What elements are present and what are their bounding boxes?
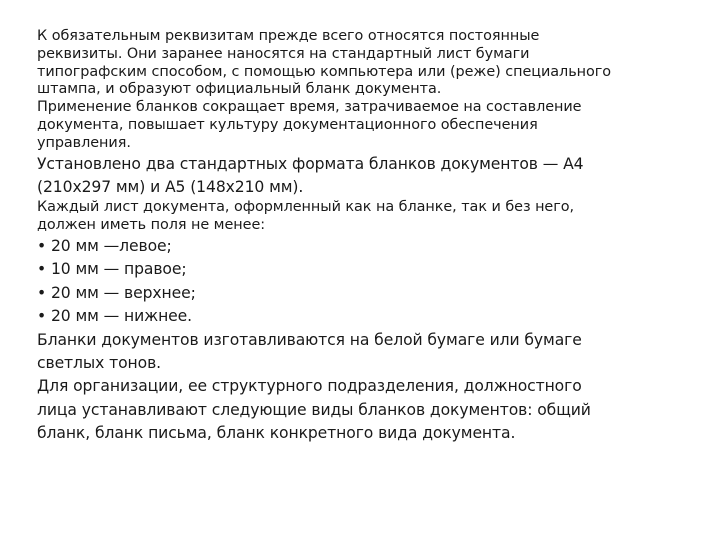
document-text	[37, 28, 697, 446]
paragraph-margins-list	[37, 235, 697, 446]
text-line: реквизиты. Они заранее наносятся на стандартный лист бумаги	[37, 45, 530, 62]
text-line: (210х297 мм) и А5 (148х210 мм).	[37, 177, 304, 196]
text-line: бланк, бланк письма, бланк конкретного вида документа.	[37, 424, 516, 443]
text-line: Бланки документов изготавливаются на белой бумаге или бумаге	[37, 330, 582, 349]
text-line: Для организации, ее структурного подразделения, должностного	[37, 377, 582, 396]
bullet-bottom-margin: • 20 мм — нижнее.	[37, 307, 193, 326]
text-line: должен иметь поля не менее:	[37, 217, 266, 234]
text-line: типографским способом, с помощью компьютера или (реже) специального	[37, 63, 612, 80]
text-line: светлых тонов.	[37, 354, 162, 373]
paragraph-formats	[37, 153, 697, 200]
text-line: Установлено два стандартных формата бланков документов — А4	[37, 154, 584, 173]
paragraph-margins-intro	[37, 199, 697, 235]
text-line: К обязательным реквизитам прежде всего относятся постоянные	[37, 28, 540, 44]
text-line: Применение бланков сокращает время, затрачиваемое на составление	[37, 99, 582, 116]
text-line: лица устанавливают следующие виды бланков документов: общий	[37, 400, 591, 419]
text-line: документа, повышает культуру документационного обеспечения	[37, 116, 538, 133]
bullet-top-margin: • 20 мм — верхнее;	[37, 283, 196, 302]
bullet-left-margin: • 20 мм —левое;	[37, 236, 172, 255]
text-line: управления.	[37, 134, 131, 151]
text-line: штампа, и образуют официальный бланк документа.	[37, 81, 442, 98]
paragraph-requisites	[37, 28, 697, 153]
bullet-right-margin: • 10 мм — правое;	[37, 260, 187, 279]
text-line: Каждый лист документа, оформленный как на бланке, так и без него,	[37, 199, 575, 216]
